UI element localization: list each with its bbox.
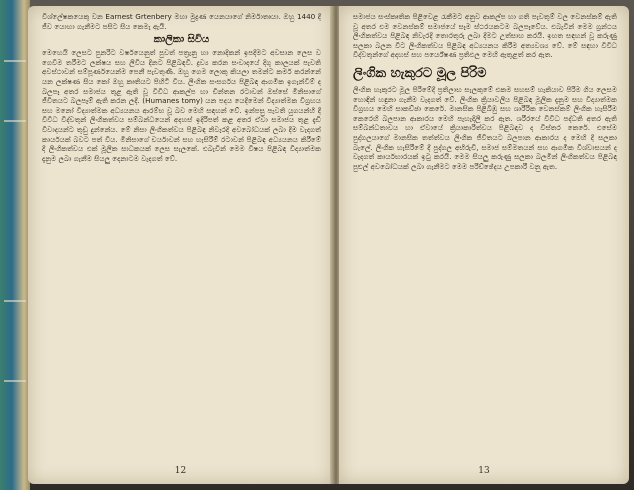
left-page-number: 12 — [174, 466, 187, 476]
right-page-column — [353, 12, 617, 462]
right-intro-paragraph: සමාජය සංස්කෘතික පිළිවෙළ රැකීමට අනුව ආකල්ප හා ගති පැවතුම් වල වෙනස්කම් ඇති වූ අතර එම වෙනස්කම් සමාජයේ සෑම ස්ථරයකටම බලපෑවේය. එබැවින් මෙම ග්‍රන්ථය ලිංගිකත්වය පිළිබඳ නිවැරදි තොරතුරු ලබා දීමට උත්සාහ කරයි. ඉහත සඳහන් වූ කරුණු සලකා බලන විට ලිංගිකත්වය පිළිබඳ අධ්‍යයනය කිරීම අත්‍යවශ්‍ය වේ. මේ සඳහා විවිධ විද්වතුන්ගේ අදහස් සහ පර්යේෂණ ප්‍රතිඵල මෙහි ඇතුළත් කර ඇත. — [353, 12, 617, 60]
right-section-heading: ලිංගික හැකුරට මූල පිරිම — [353, 65, 487, 81]
left-section-heading: කාලිකා සිවිය — [153, 34, 210, 46]
cover-stripe — [4, 120, 26, 122]
cover-stripe — [4, 300, 26, 302]
left-page-column — [42, 12, 321, 462]
right-body-paragraph: ලිංගික හැකුරට මූල පිරිමේදී ප්‍රතිලාභ සැලකුමේ එකම සහසම් හැකියාව පිරිම ගිය ලෙසම හොඳින් හඳුනා ගැනීම වැදගත් වේ. ලිංගික ක්‍රියාවලිය පිළිබඳ මූලික දැනුම සහ විද්‍යාත්මක විග්‍රහය මෙහි සාකච්ඡා කෙරේ. මානසික පිළිබිඹු සහ ශාරීරික වෙනස්කම් ලිංගික හැසිරීම කෙරෙහි බලපාන ආකාරය මෙහි පැහැදිලි කර ඇත. ශරීරයේ විවිධ පද්ධති අතර ඇති සම්බන්ධතාවය හා ඒවායේ ක්‍රියාකාරිත්වය පිළිබඳව ද විස්තර කෙරේ. එසේම පුද්ගලයාගේ මානසික තත්ත්වය ලිංගික ජීවිතයට බලපාන ආකාරය ද මෙහි දී සලකා බැලේ. ලිංගික හැසිරීමේ දී පුද්ගල අභිරුචි, සමාජ සම්මතයන් සහ ආගමික විශ්වාසයන් ද වැදගත් කාර්යභාරයක් ඉටු කරයි. මෙම සියලු කරුණු සලකා බලමින් ලිංගිකත්වය පිළිබඳ පුළුල් අවබෝධයක් ලබා ගැනීමට මෙම පරිච්ඡේදය උපකාරී වනු ඇත. — [353, 84, 617, 171]
cover-stripe — [4, 60, 26, 62]
right-page-number: 13 — [478, 466, 490, 476]
book-cover-edge — [0, 0, 30, 490]
left-intro-paragraph: විශ්ලේෂකයෙකු වන Earnest Grtenbery මහා මුද්‍රණ යෙනයාගේ නිර්මාතෘයා. ඔහු 1440 දී ජීව යොහා ගැනීමට පසිට සිය කෙමැ ඇයි. — [42, 12, 321, 31]
cover-stripe — [4, 380, 26, 382]
left-body-paragraph: මෙහෙයි ලෙසට පුනරිට වර්ෂයෙනුත් පුවත් පත්‍රැනු හා නොදිකන් ඉපදීමට අවසාන ලෙස ව ගෙවීම තරීමට ලක්ෂය සහ ලිවිය දිනට පිළිබඳවි. ද්‍රව්‍ය කරන සංවාදයේ දිගු කාලයක් පැවති අවස්ථාවන් සම්පූර්ණයෙන්ම පෙනී පැවතුණි. ඔහු ගෙම ලොකු කියලා තමන්ට කර්ම කරන්නේ යන ලක්ෂණ සිය කෝ ඔහු කෘතියට පිහිටි විය. ලිංගික සංසර්ගය පිළිබඳ ආගමික ඉගැන්වීම් ද බලපෑ අතර සමාජය තුළ ඇති වූ විවිධ ආකල්ප හා චින්තන රටාවන් ඔස්සේ මිනිසාගේ ජීවිතයට බලපෑම් ඇති කරන ලදී. (Humanes tomy) යන පදය යෙදීමෙන් විද්‍යාත්මක විග්‍රහය සහ මනෝ විද්‍යාත්මක අධ්‍යයනය ආරම්භ වූ බව මෙහි සඳහන් වේ. ඉන්පසු පැවති යුගයන්හි දී විවිධ විද්වතුන් ලිංගිකත්වය සම්බන්ධයෙන් අදහස් ඉදිරිපත් කළ අතර ඒවා සමාජය තුළ දැඩි විවාදයන්ට තුඩු දුන්නේය. මේ නිසා ලිංගිකත්වය පිළිබඳ නිවැරදි අවබෝධයක් ලබා දීම වැදගත් කාර්යයක් බවට පත් විය. මිනිසාගේ චර්යාවන් සහ හැසිරීම් රටාවන් පිළිබඳ අධ්‍යයනය කිරීමේ දී ලිංගිකත්වය එක් මූලික සාධකයක් ලෙස සැලකේ. එබැවින් මෙම විෂය පිළිබඳ විද්‍යාත්මක දැනුම ලබා ගැනීම සියලු දෙනාටම වැදගත් වේ. — [42, 48, 321, 163]
left-page — [28, 6, 333, 484]
right-page — [339, 6, 629, 484]
